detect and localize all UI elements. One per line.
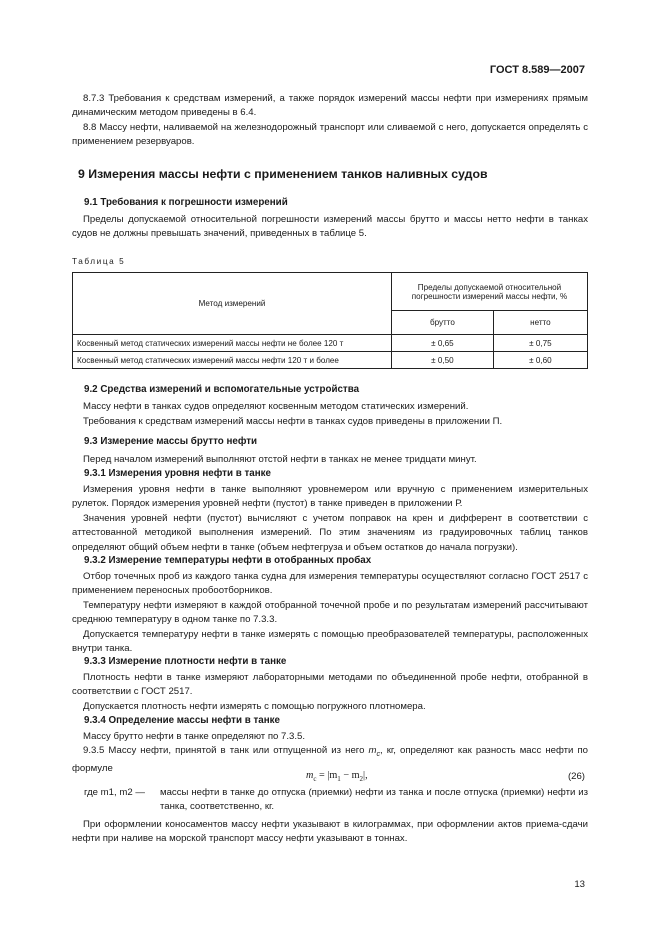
cell-method: Косвенный метод статических измерений массы нефти не более 120 т	[73, 335, 392, 352]
paragraph-9-3-3-b: Допускается плотность нефти измерять с помощью погружного плотномера.	[83, 701, 426, 712]
table-row	[73, 352, 588, 369]
where-label: где m1, m2 —	[84, 787, 145, 798]
paragraph-9-3-2-b: Температуру нефти измеряют в каждой отобранной точечной пробе и по результатам измерений рассчитывают среднюю температуру в одном танке по 7.3.3.	[72, 600, 588, 626]
formula-number: (26)	[567, 771, 585, 782]
paragraph-9-2-a: Массу нефти в танках судов определяют косвенным методом статических измерений.	[83, 401, 469, 412]
col-header-gross: брутто	[392, 311, 494, 335]
section-9-3-1-title: 9.3.1 Измерения уровня нефти в танке	[84, 468, 271, 479]
section-9-3-4-title: 9.3.4 Определение массы нефти в танке	[84, 715, 280, 726]
paragraph-9-3-3-a: Плотность нефти в танке измеряют лабораторными методами по объединенной пробе нефти, отобранной в соответствии с ГОСТ 2517.	[72, 672, 588, 698]
paragraph-8-7-3: 8.7.3 Требования к средствам измерений, а также порядок измерений массы нефти при измерениях прямым динамическим методом приведены в 6.4.	[72, 93, 588, 119]
cell-gross: ± 0,50	[392, 352, 494, 369]
col-header-net: нетто	[493, 311, 587, 335]
paragraph-9-1: Пределы допускаемой относительной погрешности измерений массы брутто и массы нетто нефти в танках судов не должны превышать значений, приведенных в таблице 5.	[72, 214, 588, 240]
paragraph-9-3-2-c: Допускается температуру нефти в танке измерять с помощью преобразователей температуры, расположенных внутри танка.	[72, 629, 588, 655]
section-9-3-3-title: 9.3.3 Измерение плотности нефти в танке	[84, 656, 287, 667]
paragraph-9-3-2-a: Отбор точечных проб из каждого танка судна для измерения температуры осуществляют согласно ГОСТ 2517 с применением переносных пробоотборников.	[72, 571, 588, 597]
paragraph-9-3-5: 9.3.5 Массу нефти, принятой в танк или отпущенной из него $m_c$, кг, определяют как разность масс нефти по формуле	[72, 745, 588, 775]
paragraph-9-3-1-b: Значения уровней нефти (пустот) вычисляют с учетом поправок на крен и дифферент в соответствии с аттестованной методикой выполнения измерений. По этим значениям из градуировочных таблиц танков определяют общий объем нефти в танке (объем нефтегруза и объем остатков до начала погрузки).	[72, 513, 588, 553]
cell-gross: ± 0,65	[392, 335, 494, 352]
paragraph-9-2-b: Требования к средствам измерений массы нефти в танках судов приведены в приложении П.	[83, 416, 503, 427]
paragraph-8-8: 8.8 Массу нефти, наливаемой на железнодорожный транспорт или сливаемой с него, допускается определять с применением резервуаров.	[72, 122, 588, 148]
paragraph-final: При оформлении коносаментов массу нефти указывают в килограммах, при оформлении актов приема-сдачи нефти при наливе на морской транспорт массу нефти указывают в тоннах.	[72, 819, 588, 845]
table-5	[72, 272, 588, 369]
section-9-3-2-title: 9.3.2 Измерение температуры нефти в отобранных пробах	[84, 555, 372, 566]
table-caption: Таблица 5	[72, 257, 126, 266]
where-description: массы нефти в танке до отпуска (приемки) нефти из танка и после отпуска (приемки) нефти из танка, соответственно, кг.	[160, 787, 588, 812]
paragraph-9-3-4: Массу брутто нефти в танке определяют по 7.3.5.	[83, 731, 306, 742]
cell-net: ± 0,60	[493, 352, 587, 369]
section-9-2-title: 9.2 Средства измерений и вспомогательные устройства	[84, 384, 360, 395]
cell-method: Косвенный метод статических измерений массы нефти 120 т и более	[73, 352, 392, 369]
section-9-title: 9 Измерения массы нефти с применением танков наливных судов	[78, 167, 488, 181]
paragraph-9-3-1-a: Измерения уровня нефти в танке выполняют уровнемером или вручную с применением измерительных рулеток. Порядок измерения уровней нефти (пустот) в танке приведен в приложении Р.	[72, 484, 588, 510]
cell-net: ± 0,75	[493, 335, 587, 352]
page-number: 13	[574, 879, 585, 890]
table-row	[73, 335, 588, 352]
col-header-method: Метод измерений	[73, 273, 392, 335]
section-9-3-title: 9.3 Измерение массы брутто нефти	[84, 436, 258, 447]
section-9-1-title: 9.1 Требования к погрешности измерений	[84, 197, 288, 208]
col-header-limits: Пределы допускаемой относительной погрешности измерений массы нефти, %	[392, 273, 588, 311]
formula-26: $m_c = |m_1 - m_2|$,	[306, 770, 368, 784]
document-id: ГОСТ 8.589—2007	[489, 64, 585, 76]
paragraph-9-3: Перед началом измерений выполняют отстой нефти в танках не менее тридцати минут.	[83, 454, 477, 465]
